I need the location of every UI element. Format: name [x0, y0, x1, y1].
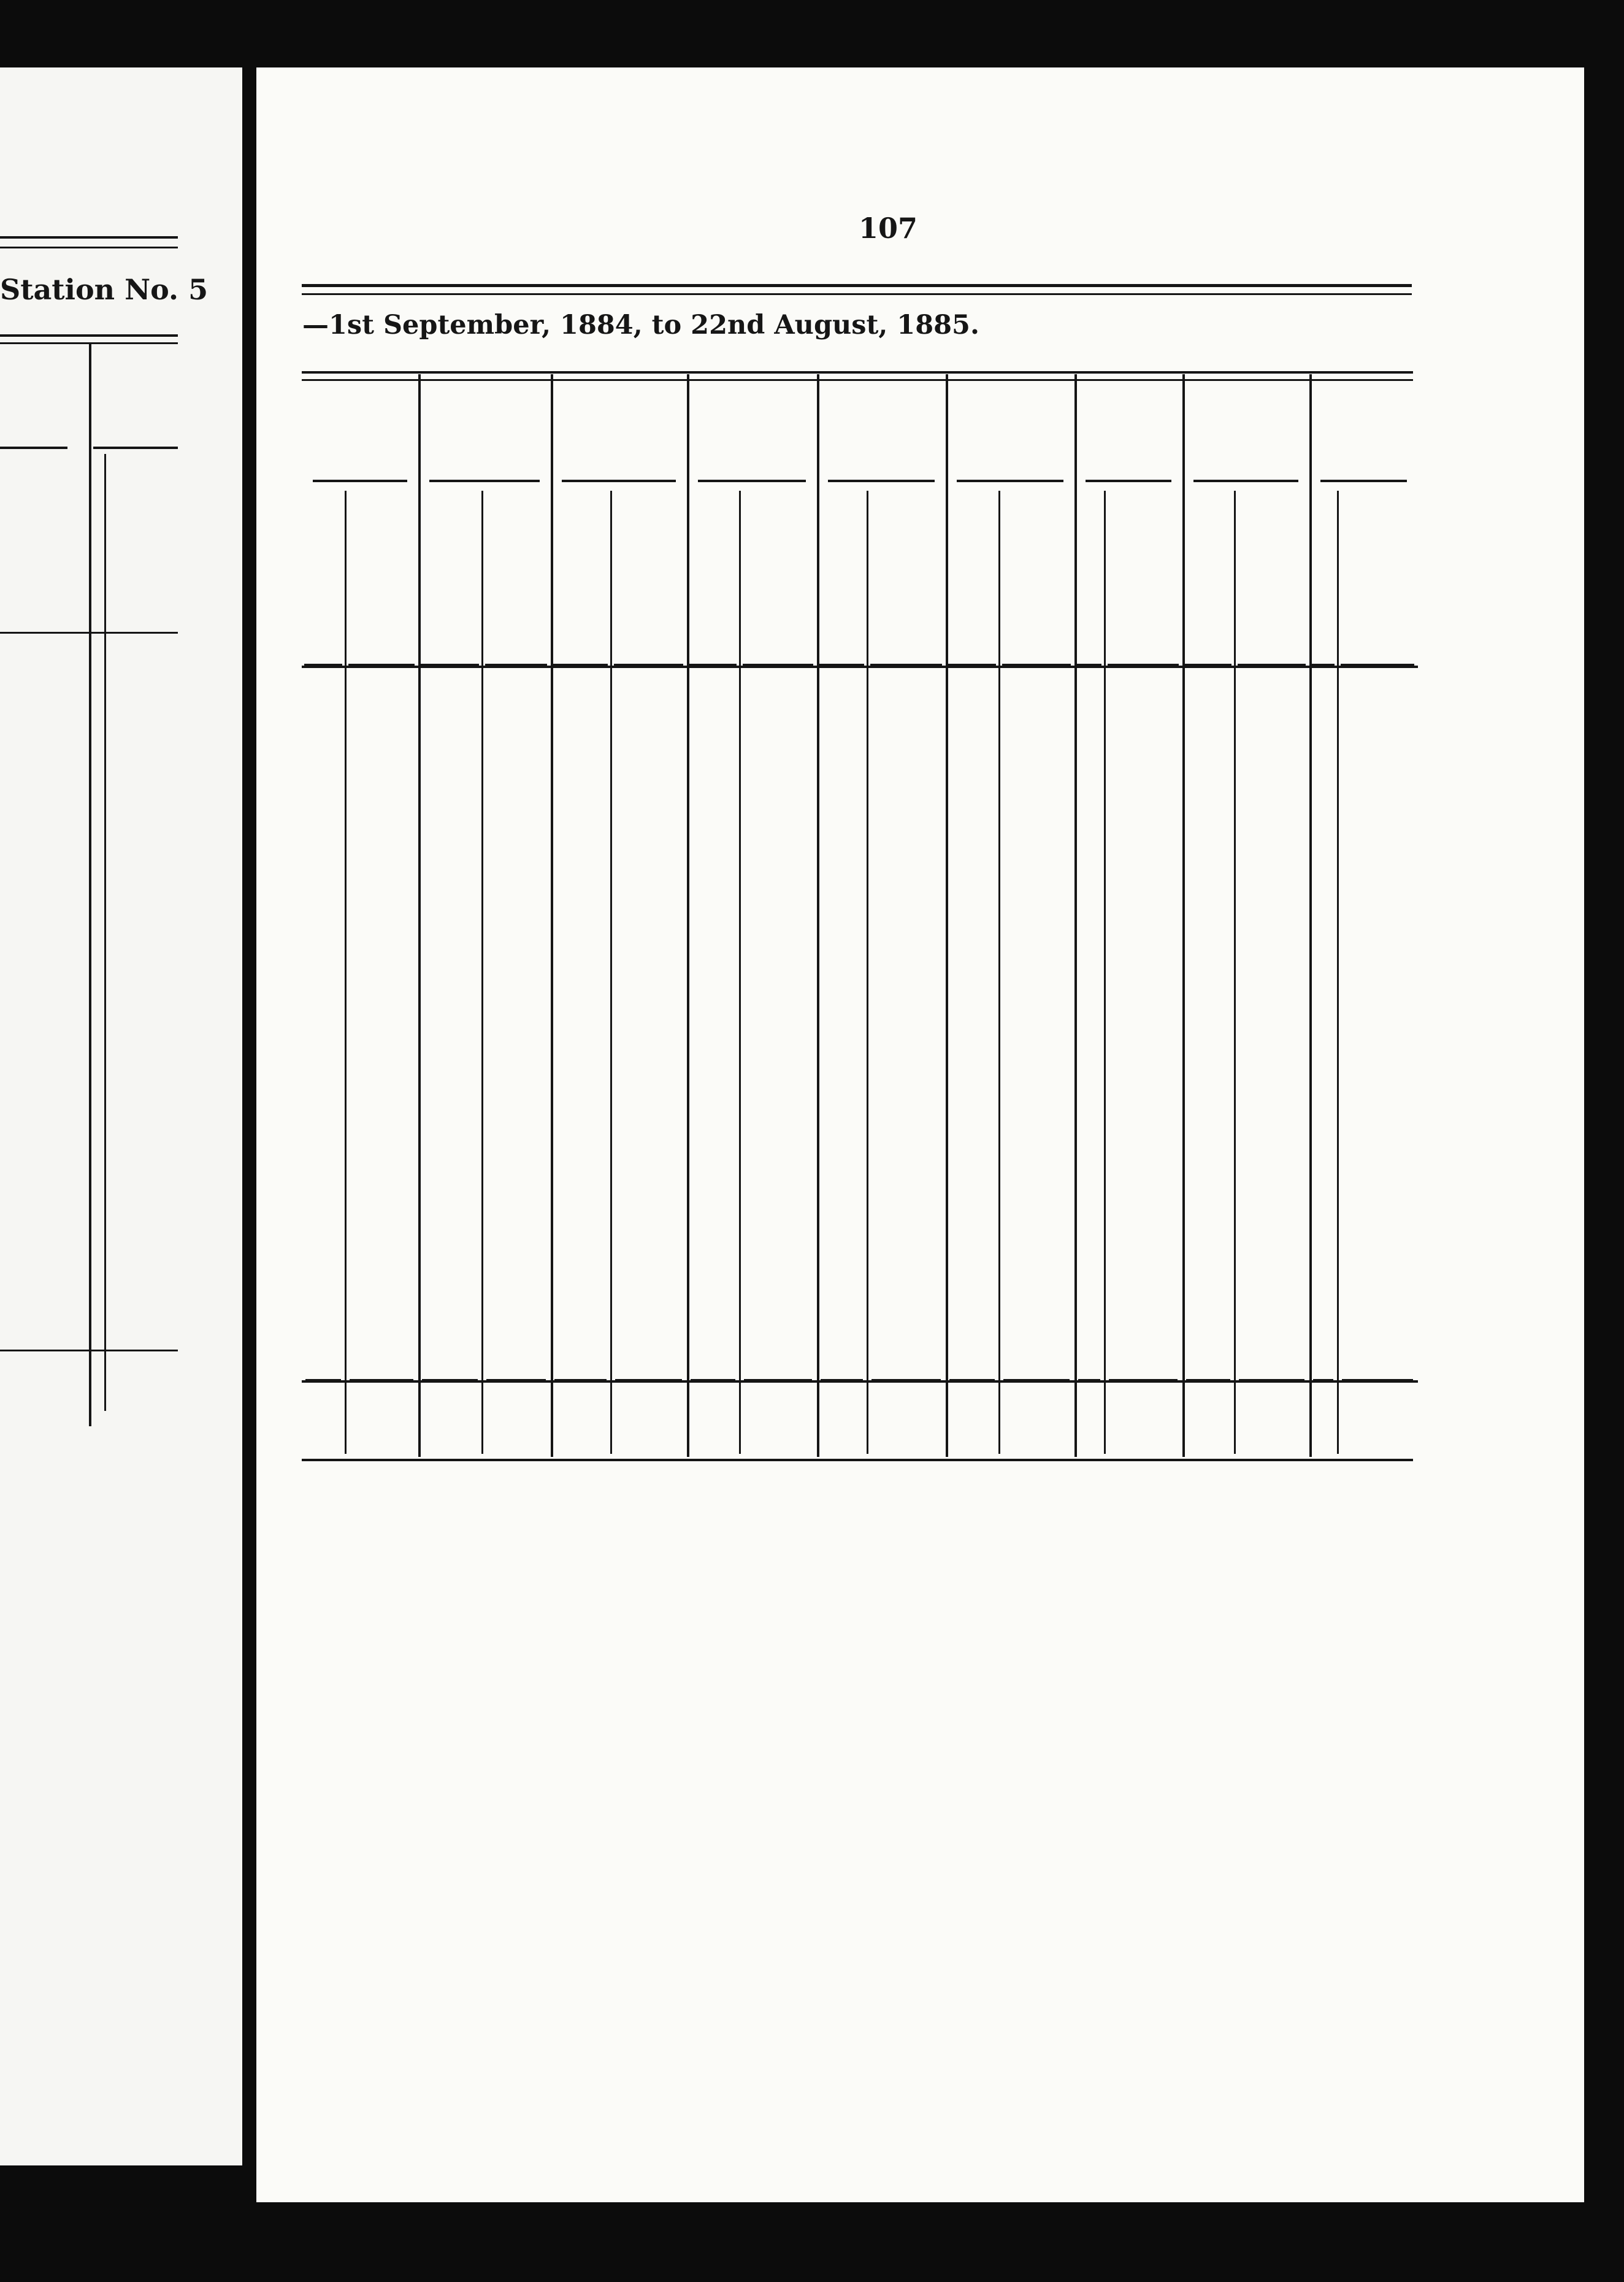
header-rule	[302, 379, 1413, 381]
sum-underline	[1003, 1379, 1070, 1381]
sub-column-separator	[739, 491, 741, 1454]
sub-column-separator	[345, 491, 347, 1454]
sum-underline	[350, 1379, 413, 1381]
direction-underline	[957, 480, 1063, 482]
sub-column-separator	[998, 491, 1000, 1454]
bottom-rule	[302, 1459, 1413, 1461]
sub-column-separator	[481, 491, 483, 1454]
title-rule	[302, 293, 1412, 295]
subheader-underline	[553, 664, 608, 666]
page-number: 107	[859, 212, 918, 245]
subheader-underline	[1312, 664, 1335, 666]
column-separator	[817, 374, 819, 1457]
subheader-underline	[304, 664, 342, 666]
subheader-underline	[948, 664, 996, 666]
left-separator	[104, 454, 106, 1411]
direction-underline	[562, 480, 676, 482]
sub-column-separator	[867, 491, 868, 1454]
sum-underline	[554, 1379, 607, 1381]
left-dir-rule	[0, 447, 67, 449]
sum-underline	[871, 1379, 941, 1381]
right-page	[256, 67, 1584, 2202]
sum-underline	[486, 1379, 546, 1381]
sum-underline	[1239, 1379, 1304, 1381]
sum-underline	[949, 1379, 995, 1381]
sum-underline	[691, 1379, 735, 1381]
subheader-underline	[1108, 664, 1179, 666]
title-rule	[302, 284, 1412, 287]
sum-underline	[422, 1379, 478, 1381]
sum-underline	[305, 1379, 341, 1381]
subheader-underline	[614, 664, 683, 666]
subheader-underline	[1077, 664, 1101, 666]
sum-underline	[821, 1379, 863, 1381]
column-separator	[1309, 374, 1312, 1457]
left-dir-rule	[93, 447, 178, 449]
left-page	[0, 67, 242, 2165]
subheader-underline	[1002, 664, 1071, 666]
sum-underline	[1313, 1379, 1333, 1381]
column-separator	[551, 374, 553, 1457]
column-separator	[946, 374, 948, 1457]
direction-underline	[313, 480, 407, 482]
subheader-underline	[1341, 664, 1414, 666]
sub-column-separator	[1234, 491, 1236, 1454]
column-separator	[687, 374, 689, 1457]
subheader-rule	[302, 666, 1418, 668]
subheader-underline	[743, 664, 813, 666]
sub-column-separator	[1104, 491, 1106, 1454]
subheader-underline	[421, 664, 479, 666]
left-separator	[89, 344, 91, 1426]
subheader-underline	[348, 664, 415, 666]
left-title-rule	[0, 236, 178, 239]
subheader-underline	[689, 664, 737, 666]
sum-underline	[1109, 1379, 1178, 1381]
column-separator	[1074, 374, 1077, 1457]
sum-underline	[1078, 1379, 1100, 1381]
page-title: —1st September, 1884, to 22nd August, 1885.	[302, 310, 979, 340]
sub-column-separator	[610, 491, 612, 1454]
column-separator	[1182, 374, 1185, 1457]
sub-column-separator	[1337, 491, 1339, 1454]
subheader-underline	[870, 664, 942, 666]
subheader-underline	[1185, 664, 1231, 666]
subheader-underline	[819, 664, 864, 666]
subheader-underline	[485, 664, 547, 666]
left-title-rule	[0, 247, 178, 248]
direction-underline	[1193, 480, 1298, 482]
sum-underline	[744, 1379, 812, 1381]
direction-underline	[1086, 480, 1171, 482]
header-rule	[302, 371, 1413, 374]
left-page-title: Station No. 5	[0, 273, 209, 306]
column-separator	[418, 374, 421, 1457]
direction-underline	[429, 480, 540, 482]
left-header-rule	[0, 334, 178, 337]
direction-underline	[828, 480, 935, 482]
sum-underline	[1186, 1379, 1230, 1381]
direction-underline	[1320, 480, 1407, 482]
sum-underline	[1342, 1379, 1413, 1381]
direction-underline	[698, 480, 806, 482]
sum-underline	[615, 1379, 682, 1381]
subheader-underline	[1238, 664, 1306, 666]
